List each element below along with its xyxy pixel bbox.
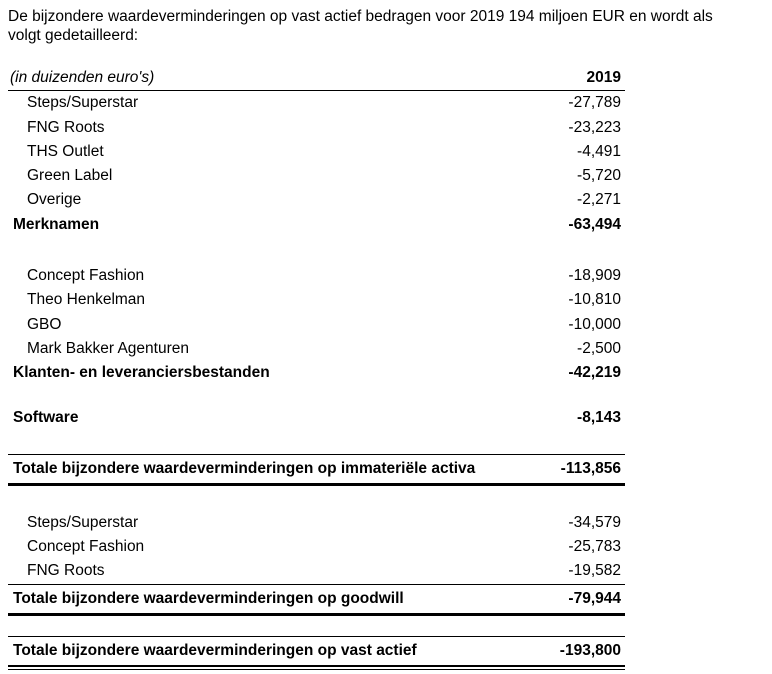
table-header-row (8, 66, 625, 91)
intro-paragraph (8, 7, 764, 45)
row-value: -42,219 (568, 364, 621, 382)
row-label: Totale bijzondere waardeverminderingen op goodwill (13, 589, 404, 607)
row-label: Mark Bakker Agenturen (27, 339, 189, 357)
row-value: -23,223 (568, 118, 621, 136)
table-row-steps-superstar (8, 91, 625, 115)
unit-label: (in duizenden euro's) (10, 69, 155, 86)
subtotal-row-klanten-leveranciersbestanden (8, 361, 625, 385)
grand-total-row-vast-actief (8, 636, 625, 665)
row-label: Totale bijzondere waardeverminderingen op immateriële activa (13, 459, 476, 477)
impairments-table (8, 66, 625, 670)
table-row-ths-outlet (8, 140, 625, 164)
row-value: -34,579 (568, 513, 621, 531)
row-value: -18,909 (568, 267, 621, 285)
section-spacer (8, 616, 625, 636)
row-value: -79,944 (568, 589, 621, 607)
total-row-goodwill (8, 584, 625, 616)
row-value: -25,783 (568, 538, 621, 556)
grand-total-double-rule (8, 665, 625, 670)
table-row-concept-fashion-goodwill (8, 535, 625, 559)
intro-line-2: volgt gedetailleerd: (8, 27, 139, 44)
row-label: Steps/Superstar (27, 513, 139, 531)
table-row-overige (8, 188, 625, 212)
row-label: FNG Roots (27, 118, 105, 136)
row-value: -4,491 (577, 142, 621, 160)
table-row-fng-roots-goodwill (8, 559, 625, 583)
subtotal-row-merknamen (8, 213, 625, 237)
row-value: -10,810 (568, 291, 621, 309)
year-column-header: 2019 (586, 69, 621, 86)
row-value: -8,143 (577, 408, 621, 426)
table-row-gbo (8, 313, 625, 337)
row-label: FNG Roots (27, 562, 105, 580)
row-label: Totale bijzondere waardeverminderingen op vast actief (13, 641, 417, 659)
table-row-concept-fashion (8, 264, 625, 288)
table-row-green-label (8, 164, 625, 188)
row-value: -10,000 (568, 315, 621, 333)
row-label: Klanten- en leveranciersbestanden (13, 364, 270, 382)
row-label: Merknamen (13, 215, 100, 233)
row-label: Software (13, 408, 79, 426)
intro-line-1: De bijzondere waardeverminderingen op vast actief bedragen voor 2019 194 miljoen EUR en wordt als (8, 8, 713, 25)
table-row-theo-henkelman (8, 288, 625, 312)
row-label: Concept Fashion (27, 267, 145, 285)
row-label: GBO (27, 315, 62, 333)
section-spacer (8, 486, 625, 511)
table-row-steps-superstar-goodwill (8, 511, 625, 535)
row-value: -63,494 (568, 215, 621, 233)
row-value: -27,789 (568, 94, 621, 112)
row-label: Steps/Superstar (27, 94, 139, 112)
section-spacer (8, 237, 625, 264)
row-label: Concept Fashion (27, 538, 145, 556)
section-spacer (8, 430, 625, 454)
total-row-immateriele-activa (8, 454, 625, 486)
row-value: -2,500 (577, 339, 621, 357)
row-value: -113,856 (560, 459, 621, 477)
row-label: Theo Henkelman (27, 291, 146, 309)
row-value: -19,582 (568, 562, 621, 580)
subtotal-row-software (8, 406, 625, 430)
row-value: -193,800 (559, 641, 621, 659)
row-value: -2,271 (577, 191, 621, 209)
section-spacer (8, 386, 625, 406)
row-label: THS Outlet (27, 142, 104, 160)
table-row-mark-bakker-agenturen (8, 337, 625, 361)
row-label: Overige (27, 191, 82, 209)
row-value: -5,720 (577, 167, 621, 185)
table-row-fng-roots (8, 116, 625, 140)
row-label: Green Label (27, 167, 113, 185)
